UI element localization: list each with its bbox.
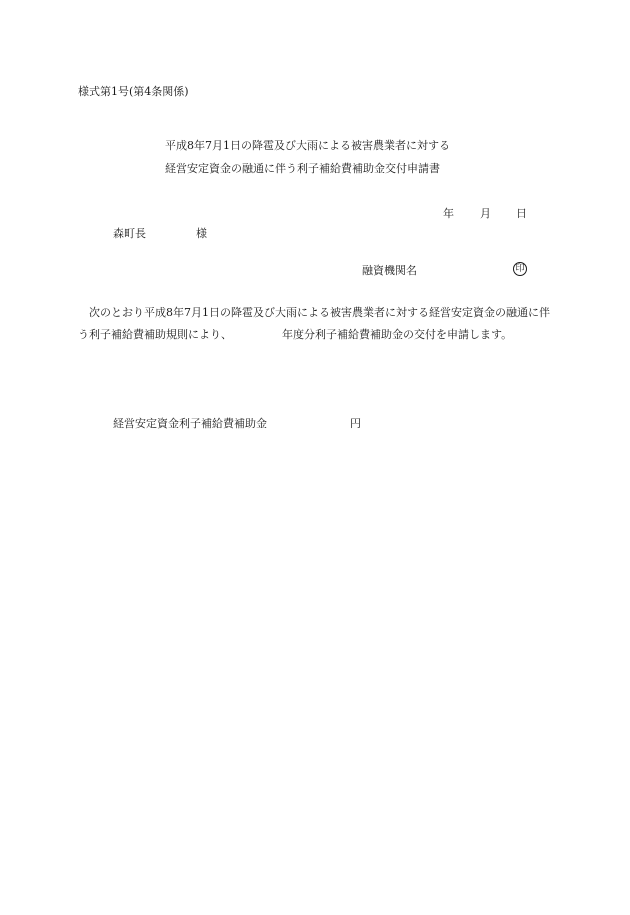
- date-month-label: 月: [480, 207, 491, 220]
- date-day-label: 日: [516, 207, 527, 220]
- body-text-part-1: 次のとおり平成8年7月1日の降雹及び大雨による被害農業者に対する経営安定資金の融通に伴う利子補給費補助規則により、: [78, 306, 550, 341]
- application-body: [78, 302, 552, 346]
- seal-icon: 印: [513, 262, 527, 276]
- lending-institution-label: 融資機関名: [362, 264, 417, 277]
- addressee-honorific: 様: [196, 227, 207, 240]
- subsidy-amount-label: 経営安定資金利子補給費補助金: [113, 417, 267, 430]
- subsidy-amount-unit: 円: [350, 417, 361, 430]
- addressee-name: 森町長: [113, 227, 146, 240]
- document-title-line-2: 経営安定資金の融通に伴う利子補給費補助金交付申請書: [165, 162, 440, 175]
- document-title-line-1: 平成8年7月1日の降雹及び大雨による被害農業者に対する: [165, 139, 450, 152]
- body-text-part-2: 年度分利子補給費補助金の交付を申請します。: [282, 328, 513, 341]
- form-number: 様式第1号(第4条関係): [78, 85, 189, 98]
- date-year-label: 年: [443, 207, 454, 220]
